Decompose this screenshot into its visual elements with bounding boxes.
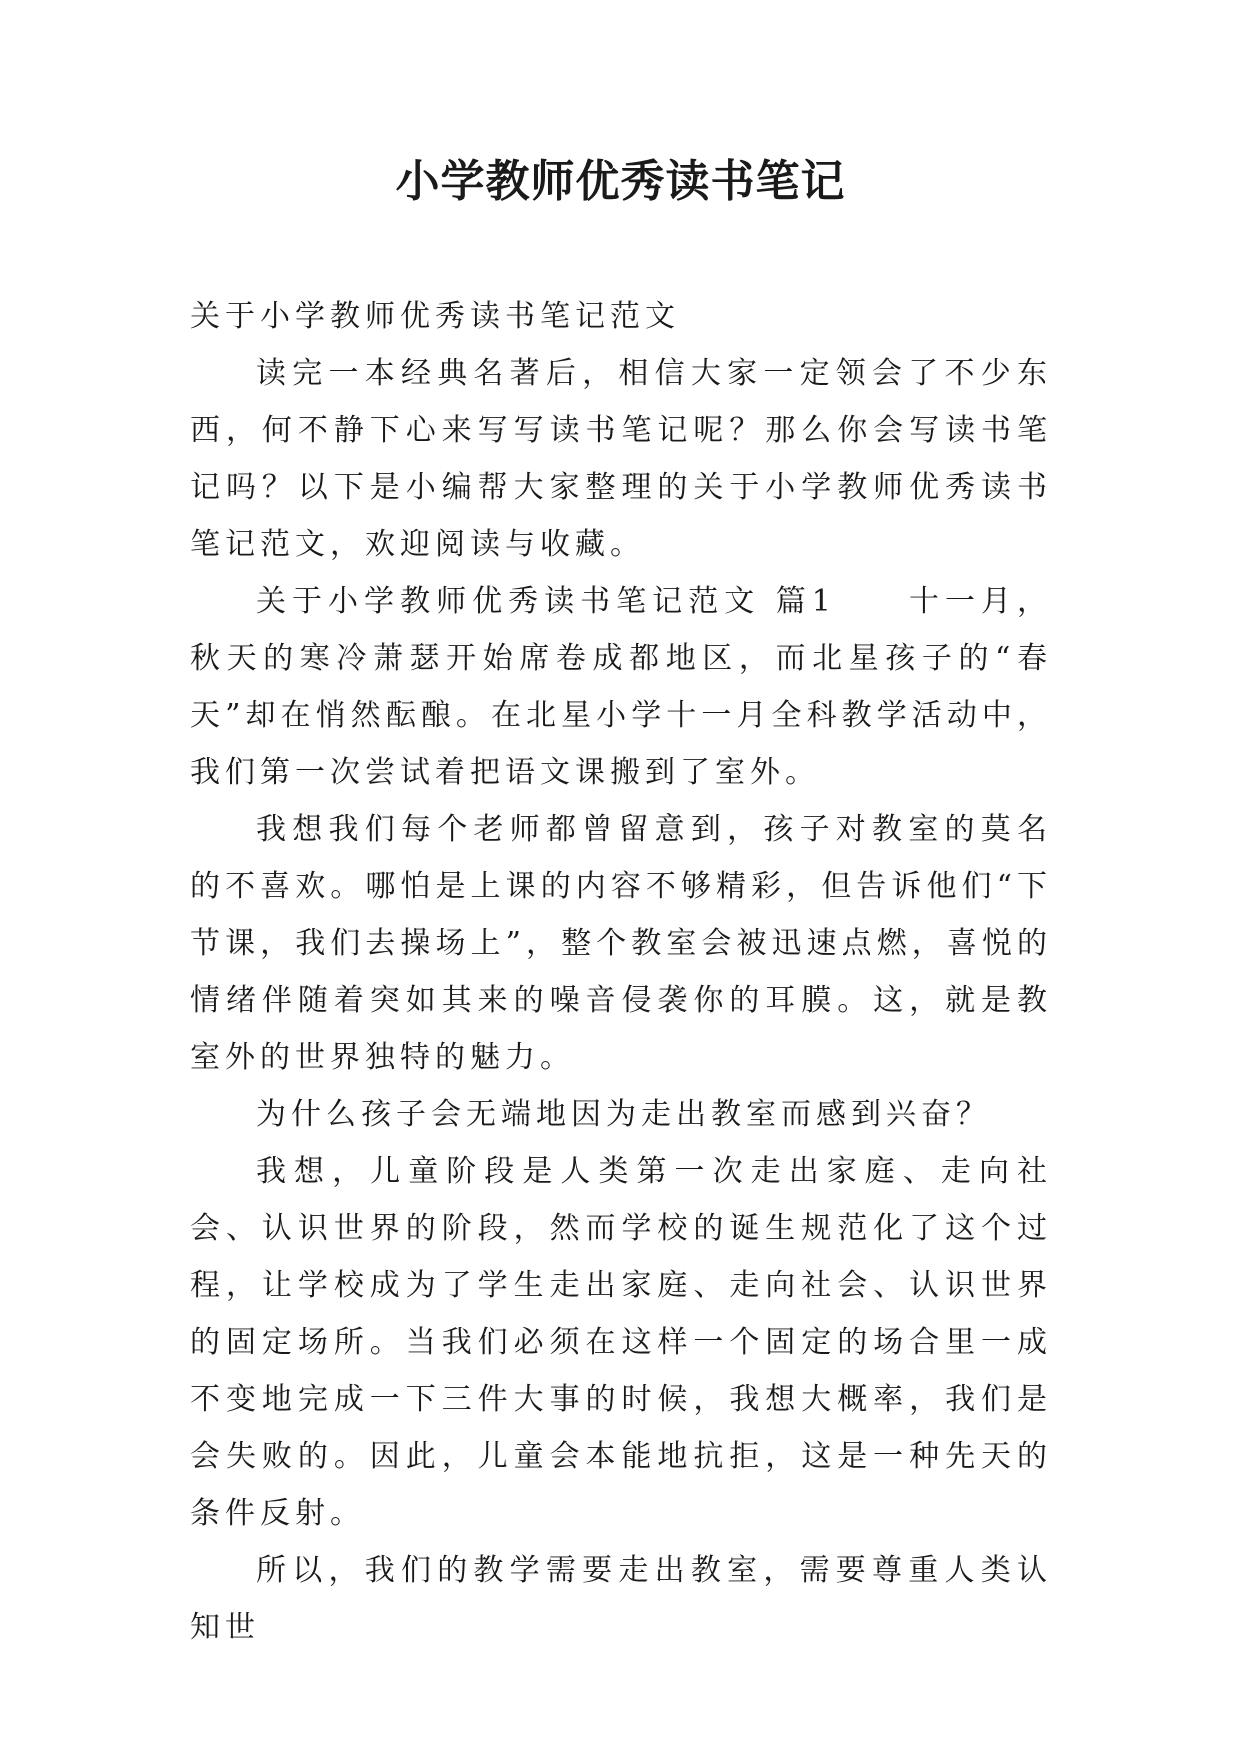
paragraph: 我想我们每个老师都曾留意到，孩子对教室的莫名的不喜欢。哪怕是上课的内容不够精彩，但告诉他们“下节课，我们去操场上”，整个教室会被迅速点燃，喜悦的情绪伴随着突如其来的噪音侵袭你的耳膜。这，就是教室外的世界独特的魅力。 <box>190 812 1052 1075</box>
document-title: 小学教师优秀读书笔记 <box>395 156 846 207</box>
paragraph-intro: 读完一本经典名著后，相信大家一定领会了不少东西，何不静下心来写写读书笔记呢？那么你会写读书笔记吗？以下是小编帮大家整理的关于小学教师优秀读书笔记范文，欢迎阅读与收藏。 <box>190 356 1052 562</box>
paragraph: 为什么孩子会无端地因为走出教室而感到兴奋？ <box>256 1097 991 1132</box>
paragraph: 所以，我们的教学需要走出教室，需要尊重人类认知世 <box>190 1553 1052 1645</box>
document-body <box>190 288 1052 1656</box>
paragraph: 我想，儿童阶段是人类第一次走出家庭、走向社会、认识世界的阶段，然而学校的诞生规范化了这个过程，让学校成为了学生走出家庭、走向社会、认识世界的固定场所。当我们必须在这样一个固定的场合里一成不变地完成一下三件大事的时候，我想大概率，我们是会失败的。因此，儿童会本能地抗拒，这是一种先天的条件反射。 <box>190 1154 1052 1531</box>
document-subtitle: 关于小学教师优秀读书笔记范文 <box>190 299 680 334</box>
paragraph-section-1: 关于小学教师优秀读书笔记范文 篇1 十一月，秋天的寒冷萧瑟开始席卷成都地区，而北星孩子的“春天”却在悄然酝酿。在北星小学十一月全科教学活动中，我们第一次尝试着把语文课搬到了室外。 <box>190 584 1052 790</box>
